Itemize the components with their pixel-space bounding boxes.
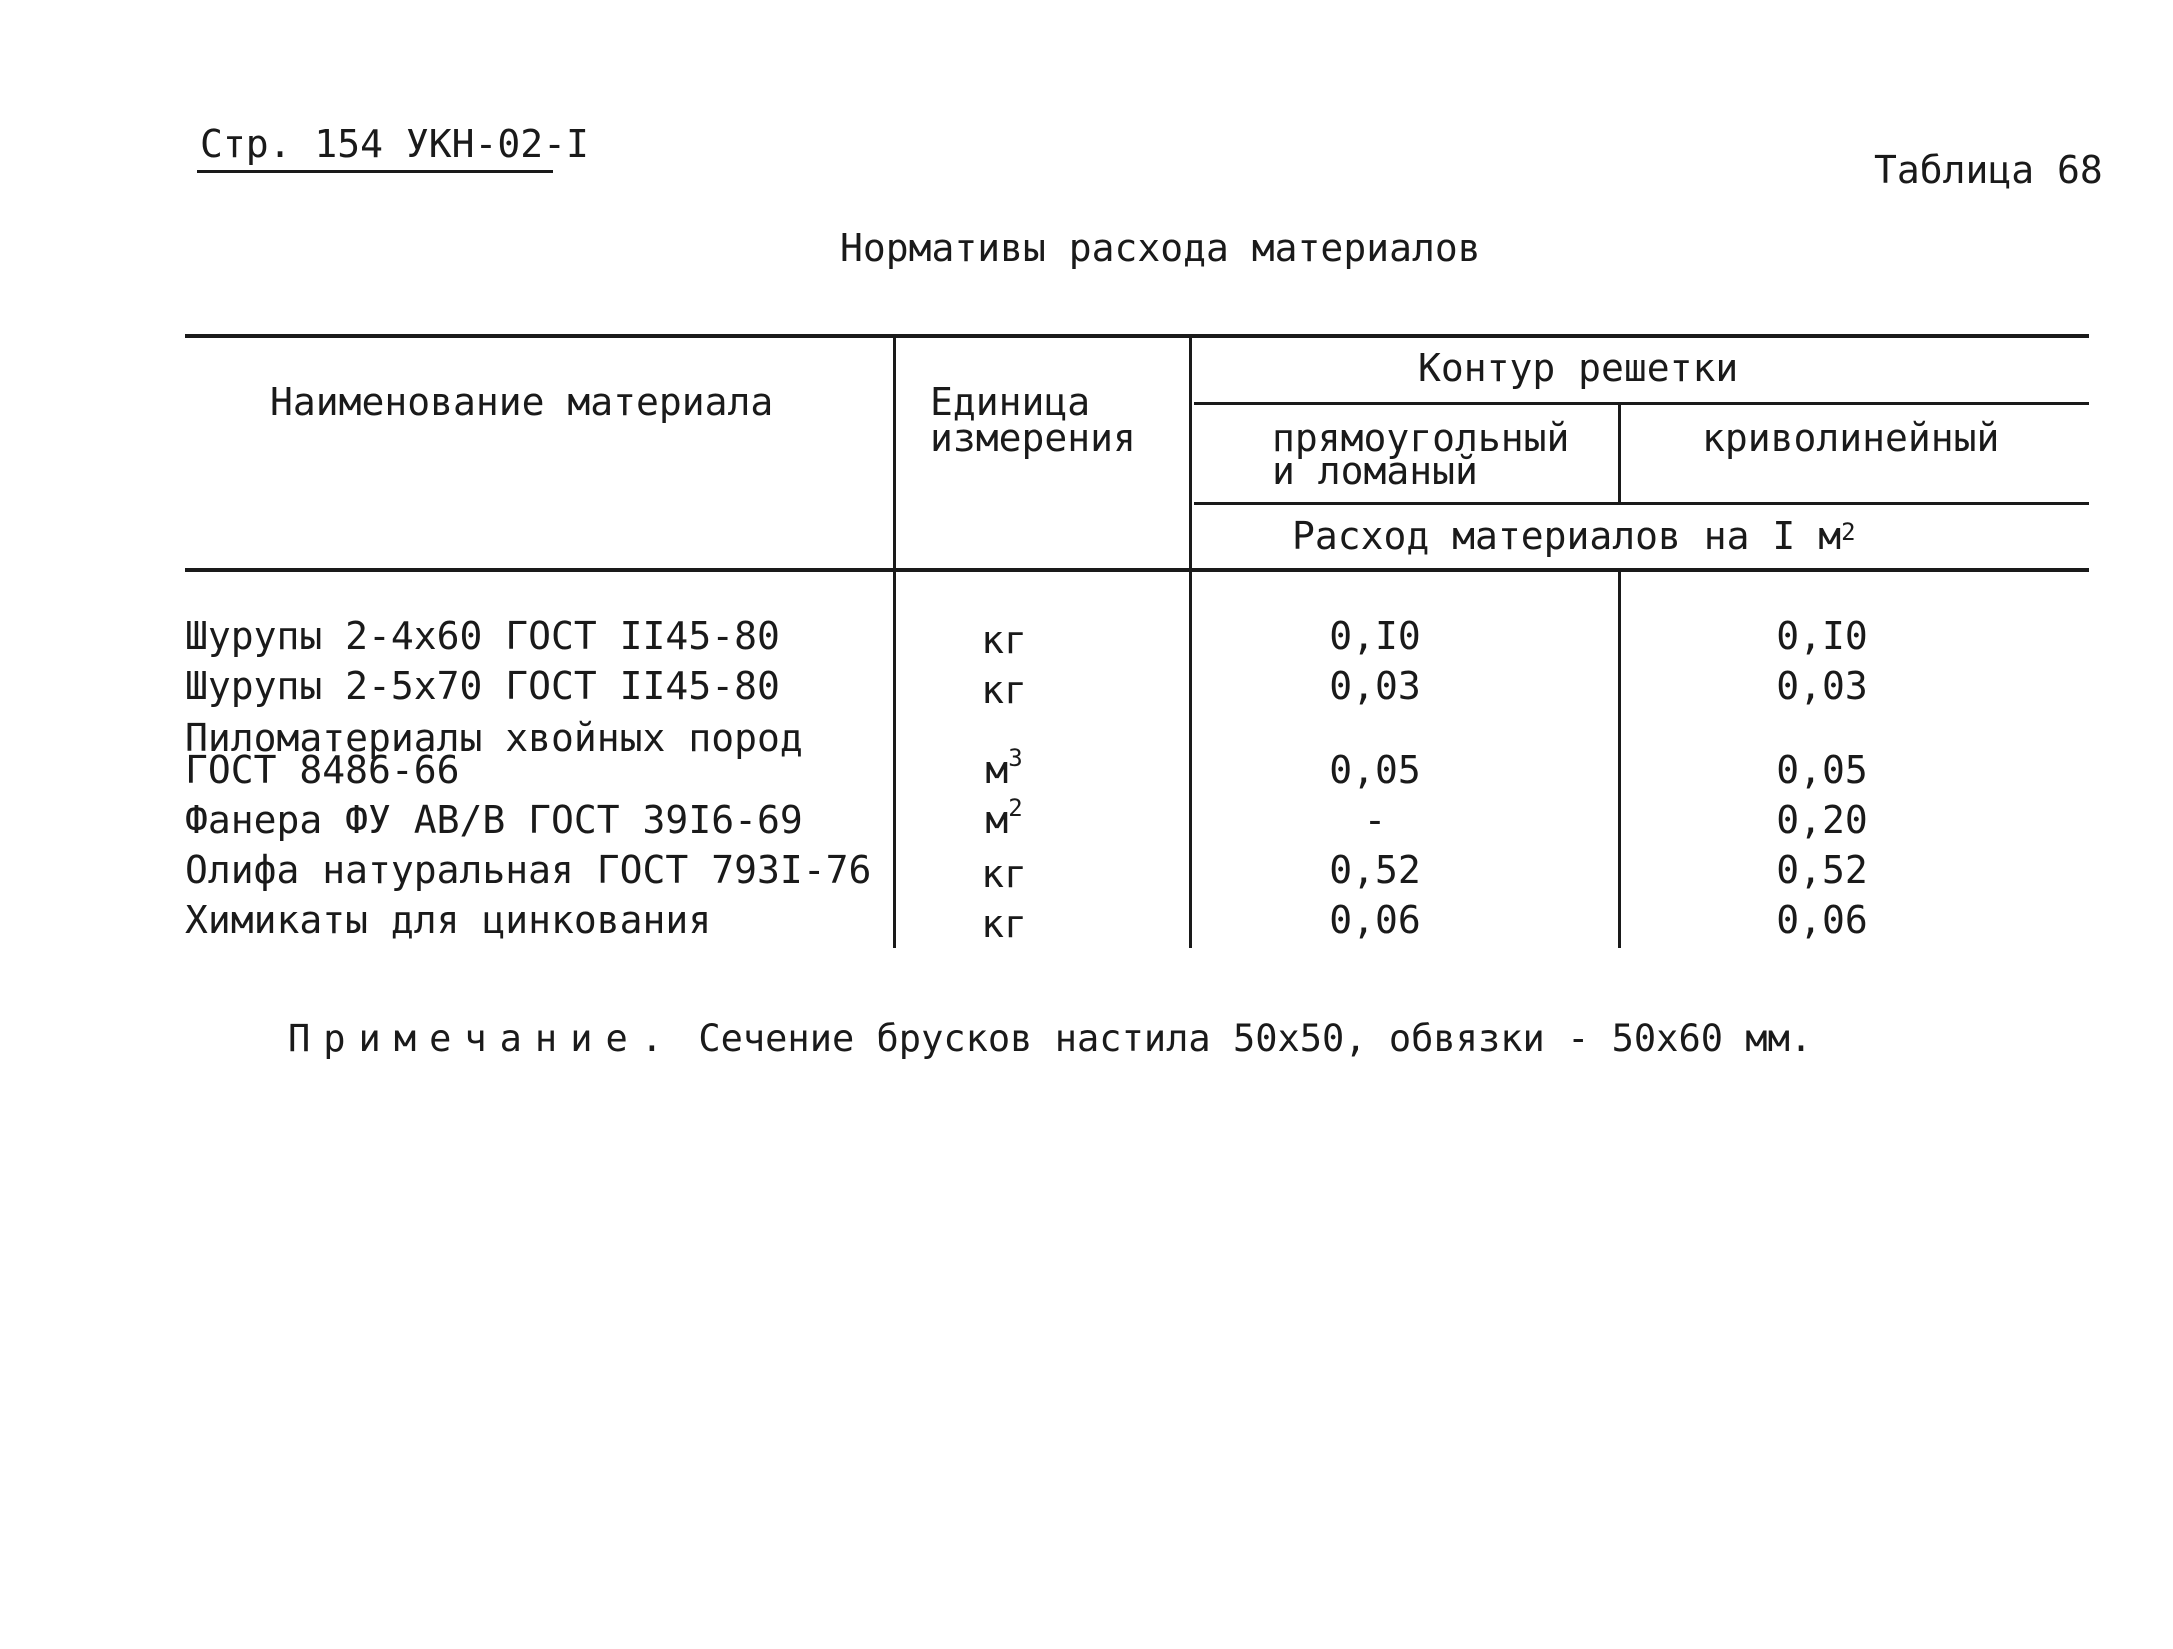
page-reference: Стр. 154 УКН-02-I: [200, 122, 589, 166]
row-3-material-line2: ГОСТ 8486-66: [185, 748, 460, 792]
page-reference-underline: [197, 170, 553, 173]
row-2-material: Шурупы 2-5х70 ГОСТ II45-80: [185, 664, 780, 708]
table-number: Таблица 68: [1874, 148, 2103, 192]
table-title: Нормативы расхода материалов: [840, 226, 1481, 270]
column-divider-3-body: [1618, 572, 1621, 948]
note-text: Сечение брусков настила 50х50, обвязки - 50х60 мм.: [676, 1017, 1813, 1060]
row-4-rect: -: [1363, 798, 1387, 842]
header-unit-line1: Единица: [930, 380, 1091, 424]
row-3-curved: 0,05: [1776, 748, 1868, 792]
row-3-material-line1: Пиломатериалы хвойных пород: [185, 716, 803, 760]
subheader-rule: [1194, 502, 2089, 505]
row-2-unit: кг: [981, 668, 1027, 712]
group-header-rule: [1194, 402, 2089, 405]
header-curved: криволинейный: [1702, 416, 2000, 460]
row-5-material: Олифа натуральная ГОСТ 793I-76: [185, 848, 872, 892]
row-1-unit: кг: [981, 618, 1027, 662]
row-6-rect: 0,06: [1329, 898, 1421, 942]
header-rect-line1: прямоугольный: [1272, 416, 1570, 460]
row-3-rect: 0,05: [1329, 748, 1421, 792]
row-4-material: Фанера ФУ АВ/В ГОСТ 39I6-69: [185, 798, 803, 842]
row-5-curved: 0,52: [1776, 848, 1868, 892]
header-consumption-sup: 2: [1841, 518, 1856, 546]
row-6-material: Химикаты для цинкования: [185, 898, 712, 942]
row-1-material: Шурупы 2-4х60 ГОСТ II45-80: [185, 614, 780, 658]
row-5-rect: 0,52: [1329, 848, 1421, 892]
table-note: [288, 1017, 1812, 1060]
row-6-curved: 0,06: [1776, 898, 1868, 942]
column-divider-3-sub: [1618, 404, 1621, 502]
header-unit-line2: измерения: [930, 416, 1136, 460]
header-contour-group: Контур решетки: [1418, 346, 1739, 390]
row-6-unit: кг: [981, 902, 1027, 946]
row-4-unit: $м^2$: [985, 794, 1023, 842]
row-5-unit: кг: [981, 852, 1027, 896]
row-2-rect: 0,03: [1329, 664, 1421, 708]
row-4-curved: 0,20: [1776, 798, 1868, 842]
row-2-curved: 0,03: [1776, 664, 1868, 708]
table-top-rule: [185, 334, 2089, 338]
row-3-unit: $м^3$: [985, 744, 1023, 792]
row-1-rect: 0,I0: [1329, 614, 1421, 658]
note-lead: Примечание.: [288, 1017, 677, 1060]
column-divider-1: [893, 336, 896, 948]
header-bottom-rule: [185, 568, 2089, 572]
row-1-curved: 0,I0: [1776, 614, 1868, 658]
header-material: Наименование материала: [270, 380, 774, 424]
header-consumption: [1292, 514, 1856, 558]
header-rect-line2: и ломаный: [1272, 449, 1478, 493]
header-consumption-text: Расход материалов на I м: [1292, 514, 1842, 558]
column-divider-2: [1189, 336, 1192, 948]
